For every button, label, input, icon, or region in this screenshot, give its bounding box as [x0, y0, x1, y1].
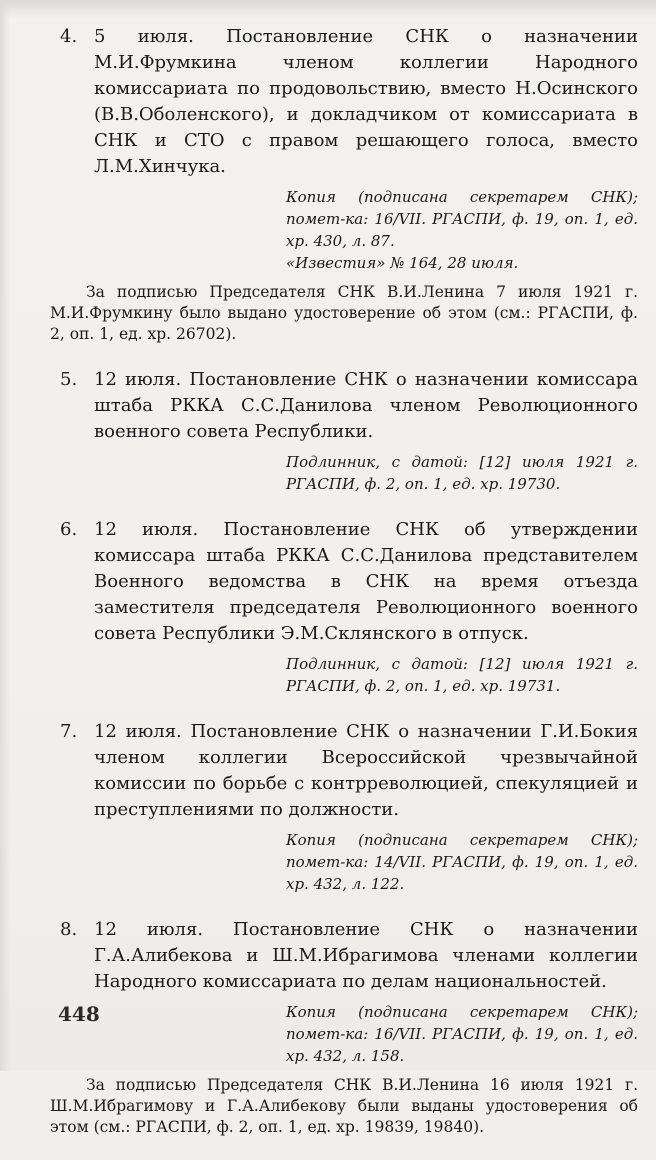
- entry-source: Подлинник, с датой: [12] июля 1921 г. РГАСПИ, ф. 2, оп. 1, ед. хр. 19731.: [286, 655, 638, 695]
- entry-8: [50, 917, 638, 1138]
- entry-main: [50, 24, 638, 180]
- entry-5: [50, 367, 638, 495]
- entry-main: [50, 367, 638, 445]
- entry-source: Подлинник, с датой: [12] июля 1921 г. РГАСПИ, ф. 2, оп. 1, ед. хр. 19730.: [286, 453, 638, 493]
- entry-7: [50, 719, 638, 895]
- entry-source-secondary: «Известия» № 164, 28 июля.: [286, 254, 519, 272]
- entry-4: [50, 24, 638, 345]
- entry-source: Копия (подписана секретарем СНК); помет-ка: 16/VII. РГАСПИ, ф. 19, оп. 1, ед. хр. 432, л. 158.: [286, 1003, 638, 1065]
- page-content: [50, 24, 638, 1160]
- page-number: 448: [58, 1002, 100, 1026]
- entry-text: 5 июля. Постановление СНК о назначении М.И.Фрумкина членом коллегии Народного комиссариата по продовольствию, вместо Н.Осинского (В.В.Оболенского), и докладчиком от комиссариата в СНК и СТО с правом решающего голоса, вместо Л.М.Хинчука.: [94, 26, 638, 177]
- entry-note: За подписью Председателя СНК В.И.Ленина 7 июля 1921 г. М.И.Фрумкину было выдано удостоверение об этом (см.: РГАСПИ, ф. 2, оп. 1, ед. хр. 26702).: [50, 283, 638, 343]
- top-shadow: [0, 0, 656, 18]
- entry-source: Копия (подписана секретарем СНК); помет-ка: 16/VII. РГАСПИ, ф. 19, оп. 1, ед. хр. 430, л. 87.: [286, 188, 638, 250]
- entry-6: [50, 517, 638, 697]
- entry-number: 4.: [60, 26, 78, 47]
- entry-main: [50, 917, 638, 995]
- entry-text: 12 июля. Постановление СНК о назначении Г.И.Бокия членом коллегии Всероссийской чрезвычайной комиссии по борьбе с контрреволюцией, спекуляцией и преступлениями по должности.: [94, 721, 638, 820]
- entry-main: [50, 517, 638, 647]
- entry-note: За подписью Председателя СНК В.И.Ленина 16 июля 1921 г. Ш.М.Ибрагимову и Г.А.Алибекову были выданы удостоверения об этом (см.: РГАСПИ, ф. 2, оп. 1, ед. хр. 19839, 19840).: [50, 1076, 638, 1136]
- binding-shadow: [0, 0, 10, 1071]
- entry-number: 5.: [60, 369, 78, 390]
- entry-number: 6.: [60, 519, 78, 540]
- entry-text: 12 июля. Постановление СНК о назначении Г.А.Алибекова и Ш.М.Ибрагимова членами коллегии Народного комиссариата по делам национальностей.: [94, 919, 638, 992]
- entry-text: 12 июля. Постановление СНК об утверждении комиссара штаба РККА С.С.Данилова представителем Военного ведомства в СНК на время отъезда заместителя председателя Революционного военного совета Республики Э.М.Склянского в отпуск.: [94, 519, 638, 644]
- entry-main: [50, 719, 638, 823]
- entry-number: 8.: [60, 919, 78, 940]
- entry-number: 7.: [60, 721, 78, 742]
- entry-text: 12 июля. Постановление СНК о назначении комиссара штаба РККА С.С.Данилова членом Революционного военного совета Республики.: [94, 369, 638, 442]
- entry-source: Копия (подписана секретарем СНК); помет-ка: 14/VII. РГАСПИ, ф. 19, оп. 1, ед. хр. 432, л. 122.: [286, 831, 638, 893]
